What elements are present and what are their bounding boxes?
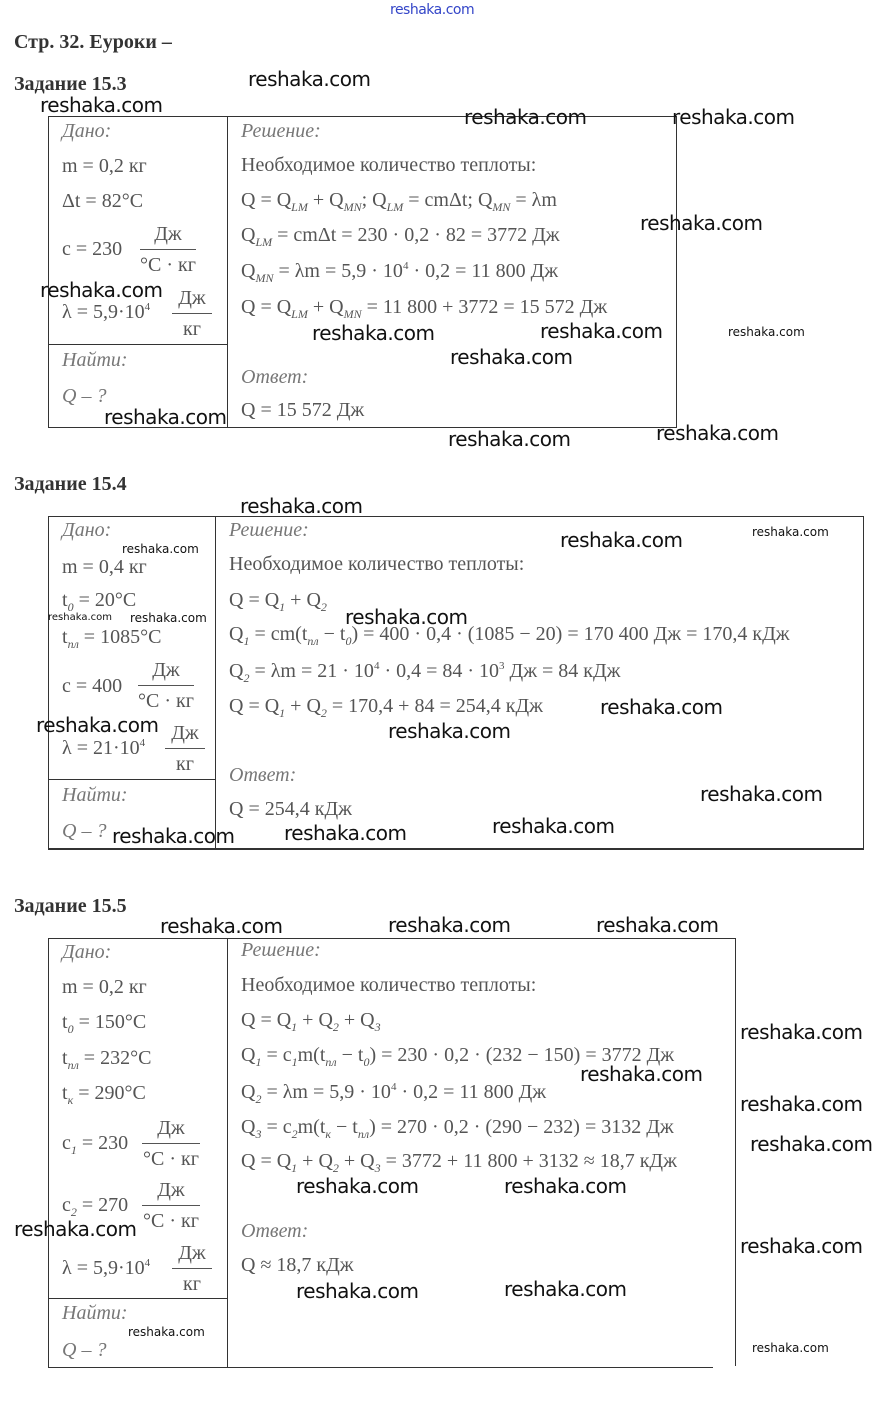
subscript: 1 [291,1020,298,1034]
watermark: reshaka.com [492,814,615,838]
watermark: reshaka.com [728,325,805,339]
watermark: reshaka.com [128,1325,205,1339]
given-mass [62,977,147,997]
answer-label: Ответ: [241,366,309,388]
formula-text: Q = Q [241,1009,292,1031]
subscript: 0 [363,1055,370,1069]
solution-line [241,296,608,321]
formula-text: + Q [285,695,321,717]
watermark: reshaka.com [388,719,511,743]
watermark: reshaka.com [464,105,587,129]
given-label: Дано: [62,519,112,541]
watermark: reshaka.com [752,1341,829,1355]
given-lambda-unit [172,288,212,339]
watermark: reshaka.com [40,278,163,302]
formula-text: = 3772 + 11 800 + 3132 ≈ 18,7 кДж [380,1150,677,1172]
formula-text: + Q [297,1009,333,1031]
watermark: reshaka.com [312,321,435,345]
subscript: LM [291,200,308,214]
watermark: reshaka.com [388,913,511,937]
solution-line [241,260,559,285]
watermark: reshaka.com [345,605,468,629]
formula-text: + Q [307,189,344,211]
watermark: reshaka.com [560,528,683,552]
watermark: reshaka.com [740,1092,863,1116]
given-c: c = 230 [62,238,123,260]
formula-text: Q [229,623,244,645]
watermark: reshaka.com [740,1234,863,1258]
subscript: 0 [67,1022,74,1036]
c-value: = 230 [76,1132,129,1154]
formula-text: Q [241,260,256,282]
watermark: reshaka.com [656,421,779,445]
subscript: MN [492,200,511,214]
unit-denominator: кг [183,318,201,340]
solution-line [229,623,790,648]
formula-text: = 11 800 + 3772 = 15 572 Дж [361,296,608,318]
answer-label: Ответ: [229,764,297,786]
divider [48,344,228,345]
formula-text: Q = Q [241,296,292,318]
formula-text: + Q [338,1150,375,1172]
solution-line [241,1150,677,1175]
watermark: reshaka.com [112,824,235,848]
subscript: LM [386,200,404,214]
unit-denominator: °C · кг [143,1210,199,1232]
subscript: 0 [67,600,74,614]
formula-text: Q = Q [229,589,280,611]
given-mass [62,557,147,577]
subscript: 0 [345,634,352,648]
answer-value: Q = 15 572 Дж [241,399,365,421]
subscript: 3 [374,1020,381,1034]
formula-text: = 1085°C [78,626,162,648]
unit-numerator: Дж [142,1118,200,1144]
formula-text: − t [318,623,346,645]
solution-line [241,224,560,249]
subscript: пл [325,1055,337,1069]
solution-intro: Необходимое количество теплоты: [229,553,525,575]
formula-text: − t [331,1116,358,1138]
subscript: 3 [255,1127,262,1141]
formula-text: + Q [338,1009,375,1031]
page-title: Стр. 32. Еуроки – [14,31,172,53]
given-lambda-unit [172,1243,212,1294]
c-value: = 270 [76,1194,129,1216]
formula-text: · 0,2 = 11 800 Дж [408,260,559,282]
formula-text: ) = 270 · 0,2 · (290 − 232) = 3132 Дж [369,1116,674,1138]
divider [48,1367,713,1368]
given-lambda [62,1258,150,1278]
subscript: пл [67,637,79,651]
find-value: Q – ? [62,385,107,407]
subscript: 1 [279,706,286,720]
formula-text: Q [241,224,256,246]
watermark: reshaka.com [740,1020,863,1044]
subscript: MN [343,307,362,321]
solution-line [229,660,621,685]
watermark: reshaka.com [240,494,363,518]
superscript: 3 [499,660,505,672]
subscript: пл [67,1058,79,1072]
formula-text: = 290°C [73,1082,146,1104]
watermark: reshaka.com [296,1174,419,1198]
superscript: 4 [402,260,409,272]
watermark: reshaka.com [122,542,199,556]
divider [215,516,216,850]
exponent: 4 [144,1257,151,1269]
task-title: Задание 15.4 [14,473,127,495]
given-c2-unit [142,1180,200,1231]
watermark: reshaka.com [540,319,663,343]
answer-value: Q = 254,4 кДж [229,798,352,820]
formula-text: m(t [297,1044,326,1066]
given-lambda [62,738,145,758]
formula-text: = 20°C [73,589,137,611]
subscript: 1 [243,634,250,648]
formula-text: Δt = 82°C [62,190,144,212]
find-label: Найти: [62,349,128,371]
subscript: 1 [291,1055,298,1069]
formula-text: · 0,2 = 11 800 Дж [396,1081,547,1103]
subscript: 2 [243,671,250,685]
answer-label: Ответ: [241,1220,309,1242]
exponent: 4 [139,737,146,749]
solution-line [241,1009,381,1034]
watermark: reshaka.com [596,913,719,937]
subscript: 2 [255,1092,262,1106]
unit-denominator: °C · кг [143,1148,199,1170]
solution-intro: Необходимое количество теплоты: [241,974,537,996]
formula-text: Q [241,1081,256,1103]
solution-label: Решение: [229,519,309,541]
formula-text: Q = Q [241,1150,292,1172]
subscript: 3 [374,1161,381,1175]
given-delta-t [62,191,143,211]
divider [48,779,216,780]
c-symbol: c [62,1194,71,1216]
divider [227,116,228,428]
subscript: LM [291,307,308,321]
superscript: 4 [390,1081,397,1093]
formula-text: ; Q [361,189,387,211]
subscript: 2 [332,1161,339,1175]
formula-text: t [62,589,68,611]
subscript: MN [343,200,362,214]
formula-text: + Q [285,589,321,611]
formula-text: · 0,4 = 84 · 10 [379,660,500,682]
formula-text: Q = Q [229,695,280,717]
given-c: c = 400 [62,675,123,697]
subscript: к [325,1127,332,1141]
given-t-melt [62,626,162,651]
unit-numerator: Дж [140,224,196,250]
given-c1-unit [142,1118,200,1169]
subscript: MN [255,271,274,285]
lambda-value: λ = 5,9·10 [62,301,145,323]
exponent: 4 [144,301,151,313]
subscript: к [67,1093,74,1107]
lambda-value: λ = 5,9·10 [62,1257,145,1279]
watermark: reshaka.com [296,1279,419,1303]
given-t-melt [62,1047,152,1072]
watermark: reshaka.com [640,211,763,235]
site-link[interactable]: reshaka.com [390,2,475,18]
unit-denominator: кг [176,753,194,775]
solution-intro: Необходимое количество теплоты: [241,154,537,176]
subscript: 2 [291,1127,298,1141]
formula-text: m = 0,4 кг [62,556,147,578]
formula-text: m = 0,2 кг [62,155,147,177]
given-mass [62,156,147,176]
given-label: Дано: [62,941,112,963]
task-title: Задание 15.5 [14,895,127,917]
watermark: reshaka.com [700,782,823,806]
formula-text: = λm [510,189,557,211]
divider [48,938,49,1368]
subscript: 1 [255,1055,262,1069]
formula-text: = λm = 21 · 10 [249,660,374,682]
unit-numerator: Дж [142,1180,200,1206]
given-c1 [62,1132,129,1157]
subscript: 2 [70,1205,77,1219]
given-c-unit [140,224,196,275]
watermark: reshaka.com [104,405,227,429]
watermark: reshaka.com [284,821,407,845]
formula-text: + Q [307,296,344,318]
find-value: Q – ? [62,820,107,842]
watermark: reshaka.com [36,713,159,737]
watermark: reshaka.com [504,1277,627,1301]
formula-text: = 170,4 + 84 = 254,4 кДж [326,695,543,717]
watermark: reshaka.com [40,93,163,117]
unit-numerator: Дж [138,660,194,686]
formula-text: t [62,1047,68,1069]
solution-line [229,695,543,720]
subscript: пл [307,634,319,648]
given-t0 [62,1011,147,1036]
formula-text: m(t [297,1116,326,1138]
subscript: 1 [279,600,286,614]
formula-text: m = 0,2 кг [62,976,147,998]
formula-text: t [62,626,68,648]
given-label: Дано: [62,120,112,142]
divider [227,938,228,1368]
formula-text: = λm = 5,9 · 10 [261,1081,391,1103]
subscript: 1 [70,1143,77,1157]
formula-text: = c [261,1044,292,1066]
lambda-value: λ = 21·10 [62,737,140,759]
solution-line [241,189,557,214]
given-lambda-unit [165,723,205,774]
unit-denominator: °C · кг [138,690,194,712]
watermark: reshaka.com [504,1174,627,1198]
watermark: reshaka.com [450,345,573,369]
watermark: reshaka.com [130,611,207,625]
formula-text: ) = 230 · 0,2 · (232 − 150) = 3772 Дж [369,1044,675,1066]
unit-denominator: кг [183,1273,201,1295]
subscript: пл [357,1127,370,1141]
given-t0 [62,589,137,614]
watermark: reshaka.com [14,1217,137,1241]
formula-text: − t [336,1044,364,1066]
formula-text: ) = 400 · 0,4 · (1085 − 20) = 170 400 Дж = 170,4 кДж [351,623,790,645]
formula-text: Q [241,1116,256,1138]
formula-text: Дж = 84 кДж [504,660,621,682]
divider [48,938,736,939]
find-label: Найти: [62,1302,128,1324]
formula-text: = cmΔt; Q [403,189,493,211]
formula-text: Q [229,660,244,682]
watermark: reshaka.com [48,612,112,623]
watermark: reshaka.com [248,67,371,91]
subscript: LM [255,235,273,249]
subscript: 1 [291,1161,298,1175]
given-c2 [62,1194,129,1219]
formula-text: = 232°C [78,1047,152,1069]
subscript: 2 [320,600,327,614]
formula-text: Q = Q [241,189,292,211]
divider [48,1298,228,1299]
watermark: reshaka.com [752,525,829,539]
task-title: Задание 15.3 [14,73,127,95]
watermark: reshaka.com [600,695,723,719]
formula-text: = λm = 5,9 · 10 [273,260,403,282]
solution-label: Решение: [241,120,321,142]
find-label: Найти: [62,784,128,806]
watermark: reshaka.com [750,1132,873,1156]
subscript: 2 [320,706,327,720]
formula-text: = 150°C [73,1011,147,1033]
watermark: reshaka.com [580,1062,703,1086]
given-lambda [62,302,150,322]
unit-denominator: °C · кг [140,254,196,276]
solution-label: Решение: [241,939,321,961]
c-symbol: c [62,1132,71,1154]
solution-line [241,1116,674,1141]
given-t-final [62,1082,146,1107]
formula-text: = c [261,1116,292,1138]
solution-line [229,589,327,614]
solution-line [241,1081,547,1106]
given-c-unit [138,660,194,711]
watermark: reshaka.com [672,105,795,129]
superscript: 4 [373,660,380,672]
formula-text: t [62,1011,68,1033]
watermark: reshaka.com [448,427,571,451]
unit-numerator: Дж [165,723,205,749]
unit-numerator: Дж [172,288,212,314]
formula-text: Q [241,1044,256,1066]
formula-text: = cmΔt = 230 · 0,2 · 82 = 3772 Дж [272,224,560,246]
answer-value: Q ≈ 18,7 кДж [241,1254,354,1276]
formula-text: = cm(t [249,623,308,645]
subscript: 2 [332,1020,339,1034]
formula-text: + Q [297,1150,333,1172]
divider [735,938,736,1366]
formula-text: t [62,1082,68,1104]
watermark: reshaka.com [160,914,283,938]
find-value: Q – ? [62,1339,107,1361]
unit-numerator: Дж [172,1243,212,1269]
